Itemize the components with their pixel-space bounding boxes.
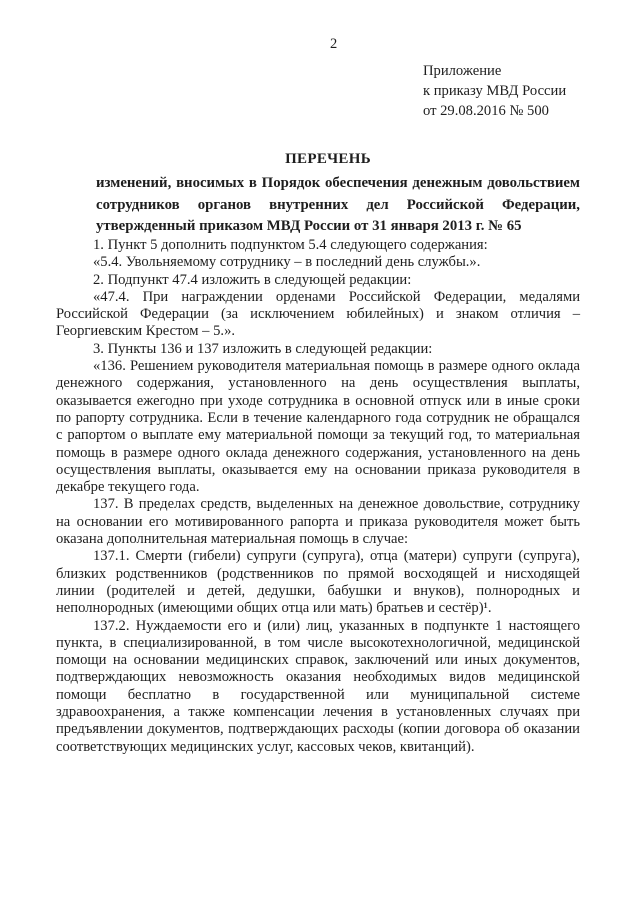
- paragraph: 2. Подпункт 47.4 изложить в следующей редакции:: [93, 271, 412, 288]
- paragraph: 137.2. Нуждаемости его и (или) лиц, указанных в подпункте 1 настоящего пункта, в специализированной, в том числе высокотехнологичной, медицинской помощи на основании медицинских справок, заключений или иных документов, подтверждающих невозможность оказания необходимых видов медицинской помощи бесплатно в государственной или муниципальной системе здравоохранения, а также компенсации лечения в установленных случаях при предъявлении документов, подтверждающих расходы (копии договора об оказании соответствующих медицинских услуг, кассовых чеков, квитанций).: [56, 617, 580, 755]
- paragraph: 137.1. Смерти (гибели) супруги (супруга), отца (матери) супруги (супруга), близких родственников (родственников по прямой восходящей и нисходящей линии (родителей и детей, дедушки, бабушки и внуков), полнородных и неполнородных (имеющими общих отца или мать) братьев и сестёр)¹.: [56, 548, 580, 617]
- paragraph: 3. Пункты 136 и 137 изложить в следующей редакции:: [93, 340, 433, 357]
- annex-line: Приложение: [423, 63, 502, 79]
- document-title: ПЕРЕЧЕНЬ: [285, 151, 371, 167]
- paragraph: 137. В пределах средств, выделенных на денежное довольствие, сотруднику на основании его мотивированного рапорта и приказа руководителя может быть оказана дополнительная материальная помощь в случае:: [56, 496, 580, 548]
- paragraph: «136. Решением руководителя материальная помощь в размере одного оклада денежного содержания, установленного на день осуществления выплаты, оказывается ежегодно при уходе сотрудника в основной отпуск или в иные сроки по рапорту сотрудника. Если в течение календарного года сотрудник не обращался с рапортом о выплате ему материальной помощи за текущий год, то материальная помощь в размере одного оклада денежного содержания, установленного на день осуществления выплаты, оказывается ему на основании приказа руководителя в декабре текущего года.: [56, 358, 580, 496]
- document-subtitle: изменений, вносимых в Порядок обеспечения денежным довольствием сотрудников органов внутренних дел Российской Федерации, утвержденный приказом МВД России от 31 января 2013 г. № 65: [96, 175, 580, 235]
- paragraph: 1. Пункт 5 дополнить подпунктом 5.4 следующего содержания:: [93, 237, 488, 253]
- annex-line: к приказу МВД России: [423, 82, 567, 99]
- page-number: 2: [330, 36, 338, 52]
- annex-reference-block: [423, 62, 566, 121]
- paragraph: «47.4. При награждении орденами Российской Федерации, медалями Российской Федерации (за исключением юбилейных) и знаком отличия – Георгиевским Крестом – 5.».: [56, 288, 580, 340]
- document-body: [56, 237, 580, 756]
- paragraph: «5.4. Увольняемому сотруднику – в последний день службы.».: [93, 254, 481, 271]
- annex-line: от 29.08.2016 № 500: [423, 102, 549, 119]
